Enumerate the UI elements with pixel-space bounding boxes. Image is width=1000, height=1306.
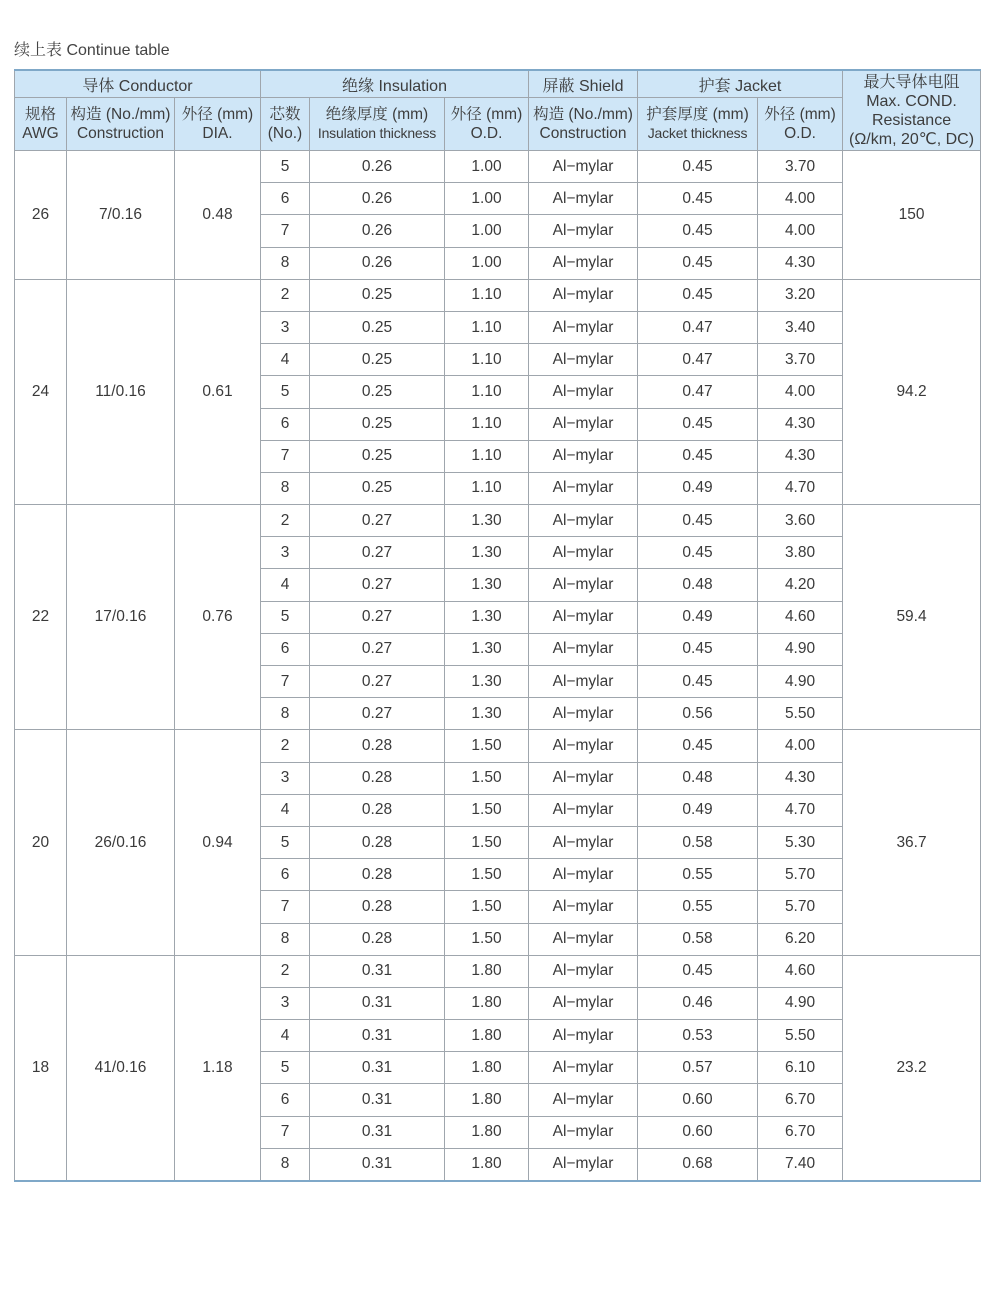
jacket-thickness-cell: 0.45 xyxy=(638,215,758,247)
insulation-thickness-cell: 0.27 xyxy=(310,505,445,537)
jacket-od-cell: 3.80 xyxy=(758,537,843,569)
col-cores xyxy=(261,98,310,151)
insulation-thickness-cell: 0.26 xyxy=(310,247,445,279)
insulation-thickness-cell: 0.27 xyxy=(310,666,445,698)
insulation-od-cell: 1.50 xyxy=(445,923,529,955)
awg-cell: 24 xyxy=(15,279,67,504)
cores-cell: 3 xyxy=(261,537,310,569)
cores-cell: 2 xyxy=(261,955,310,987)
cores-cell: 8 xyxy=(261,1148,310,1181)
jacket-thickness-cell: 0.48 xyxy=(638,762,758,794)
table-row xyxy=(15,505,981,537)
jacket-od-cell: 5.70 xyxy=(758,891,843,923)
conductor-dia-cell: 0.94 xyxy=(175,730,261,955)
jacket-thickness-cell: 0.45 xyxy=(638,183,758,215)
cores-cell: 5 xyxy=(261,151,310,183)
col-label-en: AWG xyxy=(22,125,59,142)
insulation-thickness-cell: 0.27 xyxy=(310,633,445,665)
cores-cell: 4 xyxy=(261,344,310,376)
insulation-od-cell: 1.10 xyxy=(445,311,529,343)
jacket-thickness-cell: 0.45 xyxy=(638,279,758,311)
jacket-od-cell: 5.30 xyxy=(758,826,843,858)
conductor-construction-cell: 17/0.16 xyxy=(67,505,175,730)
insulation-od-cell: 1.30 xyxy=(445,505,529,537)
insulation-thickness-cell: 0.31 xyxy=(310,987,445,1019)
insulation-od-cell: 1.50 xyxy=(445,794,529,826)
col-insulation-od xyxy=(445,98,529,151)
insulation-od-cell: 1.00 xyxy=(445,183,529,215)
insulation-od-cell: 1.80 xyxy=(445,1116,529,1148)
shield-construction-cell: Al−mylar xyxy=(529,666,638,698)
insulation-thickness-cell: 0.25 xyxy=(310,344,445,376)
jacket-od-cell: 4.70 xyxy=(758,472,843,504)
cores-cell: 7 xyxy=(261,1116,310,1148)
shield-construction-cell: Al−mylar xyxy=(529,762,638,794)
insulation-od-cell: 1.30 xyxy=(445,537,529,569)
insulation-od-cell: 1.00 xyxy=(445,215,529,247)
shield-construction-cell: Al−mylar xyxy=(529,505,638,537)
header-group-row xyxy=(15,70,981,98)
jacket-thickness-cell: 0.45 xyxy=(638,151,758,183)
conductor-construction-cell: 11/0.16 xyxy=(67,279,175,504)
insulation-thickness-cell: 0.27 xyxy=(310,569,445,601)
jacket-thickness-cell: 0.57 xyxy=(638,1052,758,1084)
conductor-construction-cell: 7/0.16 xyxy=(67,151,175,280)
jacket-od-cell: 4.30 xyxy=(758,762,843,794)
cores-cell: 4 xyxy=(261,569,310,601)
jacket-od-cell: 4.00 xyxy=(758,215,843,247)
jacket-od-cell: 4.00 xyxy=(758,376,843,408)
col-label-cn: 构造 (No./mm) xyxy=(533,106,633,123)
shield-construction-cell: Al−mylar xyxy=(529,440,638,472)
insulation-thickness-cell: 0.28 xyxy=(310,891,445,923)
conductor-dia-cell: 0.76 xyxy=(175,505,261,730)
insulation-od-cell: 1.10 xyxy=(445,440,529,472)
cores-cell: 6 xyxy=(261,183,310,215)
resistance-cell: 23.2 xyxy=(843,955,981,1181)
insulation-od-cell: 1.50 xyxy=(445,730,529,762)
insulation-thickness-cell: 0.28 xyxy=(310,794,445,826)
shield-construction-cell: Al−mylar xyxy=(529,472,638,504)
cores-cell: 2 xyxy=(261,730,310,762)
insulation-thickness-cell: 0.31 xyxy=(310,955,445,987)
awg-cell: 22 xyxy=(15,505,67,730)
awg-cell: 18 xyxy=(15,955,67,1181)
jacket-thickness-cell: 0.60 xyxy=(638,1084,758,1116)
shield-construction-cell: Al−mylar xyxy=(529,1084,638,1116)
shield-construction-cell: Al−mylar xyxy=(529,1116,638,1148)
jacket-od-cell: 5.50 xyxy=(758,698,843,730)
insulation-od-cell: 1.50 xyxy=(445,891,529,923)
jacket-thickness-cell: 0.56 xyxy=(638,698,758,730)
jacket-thickness-cell: 0.45 xyxy=(638,505,758,537)
cores-cell: 3 xyxy=(261,987,310,1019)
jacket-od-cell: 4.20 xyxy=(758,569,843,601)
jacket-thickness-cell: 0.55 xyxy=(638,859,758,891)
jacket-thickness-cell: 0.55 xyxy=(638,891,758,923)
insulation-od-cell: 1.80 xyxy=(445,1148,529,1181)
jacket-od-cell: 6.70 xyxy=(758,1084,843,1116)
resistance-cell: 150 xyxy=(843,151,981,280)
shield-construction-cell: Al−mylar xyxy=(529,1020,638,1052)
col-insulation-thickness xyxy=(310,98,445,151)
insulation-thickness-cell: 0.31 xyxy=(310,1020,445,1052)
table-header xyxy=(15,70,981,151)
jacket-thickness-cell: 0.58 xyxy=(638,923,758,955)
shield-construction-cell: Al−mylar xyxy=(529,183,638,215)
cores-cell: 4 xyxy=(261,794,310,826)
col-jacket-thickness xyxy=(638,98,758,151)
table-row xyxy=(15,730,981,762)
header-insulation: 绝缘 Insulation xyxy=(261,70,529,98)
jacket-od-cell: 5.50 xyxy=(758,1020,843,1052)
shield-construction-cell: Al−mylar xyxy=(529,279,638,311)
insulation-od-cell: 1.00 xyxy=(445,247,529,279)
shield-construction-cell: Al−mylar xyxy=(529,730,638,762)
shield-construction-cell: Al−mylar xyxy=(529,344,638,376)
awg-cell: 26 xyxy=(15,151,67,280)
cores-cell: 4 xyxy=(261,1020,310,1052)
conductor-dia-cell: 0.61 xyxy=(175,279,261,504)
col-label-cn: 护套厚度 (mm) xyxy=(646,106,749,123)
insulation-od-cell: 1.80 xyxy=(445,987,529,1019)
jacket-od-cell: 3.60 xyxy=(758,505,843,537)
cores-cell: 6 xyxy=(261,408,310,440)
col-label-cn: 构造 (No./mm) xyxy=(70,106,171,123)
insulation-thickness-cell: 0.25 xyxy=(310,376,445,408)
insulation-thickness-cell: 0.27 xyxy=(310,698,445,730)
shield-construction-cell: Al−mylar xyxy=(529,698,638,730)
jacket-od-cell: 6.20 xyxy=(758,923,843,955)
insulation-od-cell: 1.10 xyxy=(445,472,529,504)
insulation-od-cell: 1.50 xyxy=(445,859,529,891)
jacket-od-cell: 3.70 xyxy=(758,344,843,376)
insulation-thickness-cell: 0.27 xyxy=(310,537,445,569)
cores-cell: 6 xyxy=(261,633,310,665)
shield-construction-cell: Al−mylar xyxy=(529,408,638,440)
insulation-thickness-cell: 0.26 xyxy=(310,183,445,215)
cores-cell: 5 xyxy=(261,826,310,858)
shield-construction-cell: Al−mylar xyxy=(529,215,638,247)
insulation-od-cell: 1.30 xyxy=(445,601,529,633)
jacket-od-cell: 4.30 xyxy=(758,247,843,279)
jacket-od-cell: 4.30 xyxy=(758,440,843,472)
col-label-en: Insulation thickness xyxy=(317,125,437,141)
insulation-thickness-cell: 0.26 xyxy=(310,215,445,247)
shield-construction-cell: Al−mylar xyxy=(529,247,638,279)
jacket-thickness-cell: 0.45 xyxy=(638,247,758,279)
col-label-cn: 绝缘厚度 (mm) xyxy=(325,106,429,123)
cores-cell: 5 xyxy=(261,601,310,633)
cores-cell: 8 xyxy=(261,698,310,730)
shield-construction-cell: Al−mylar xyxy=(529,794,638,826)
insulation-thickness-cell: 0.25 xyxy=(310,472,445,504)
jacket-thickness-cell: 0.47 xyxy=(638,311,758,343)
insulation-od-cell: 1.30 xyxy=(445,569,529,601)
shield-construction-cell: Al−mylar xyxy=(529,601,638,633)
insulation-od-cell: 1.10 xyxy=(445,344,529,376)
jacket-thickness-cell: 0.45 xyxy=(638,440,758,472)
col-label-cn: 外径 (mm) xyxy=(181,106,254,123)
jacket-od-cell: 4.90 xyxy=(758,666,843,698)
jacket-od-cell: 4.00 xyxy=(758,730,843,762)
table-row xyxy=(15,151,981,183)
insulation-od-cell: 1.50 xyxy=(445,826,529,858)
col-label-en: O.D. xyxy=(470,125,503,142)
jacket-od-cell: 4.30 xyxy=(758,408,843,440)
shield-construction-cell: Al−mylar xyxy=(529,891,638,923)
jacket-od-cell: 6.10 xyxy=(758,1052,843,1084)
cores-cell: 3 xyxy=(261,762,310,794)
shield-construction-cell: Al−mylar xyxy=(529,569,638,601)
col-label-en: Construction xyxy=(539,125,627,142)
jacket-od-cell: 4.90 xyxy=(758,633,843,665)
cores-cell: 6 xyxy=(261,859,310,891)
jacket-thickness-cell: 0.45 xyxy=(638,408,758,440)
jacket-od-cell: 4.60 xyxy=(758,601,843,633)
insulation-od-cell: 1.80 xyxy=(445,955,529,987)
jacket-thickness-cell: 0.47 xyxy=(638,376,758,408)
col-label-en: Jacket thickness xyxy=(647,125,748,141)
col-label-en: (No.) xyxy=(267,125,303,142)
insulation-thickness-cell: 0.25 xyxy=(310,311,445,343)
cores-cell: 2 xyxy=(261,279,310,311)
insulation-od-cell: 1.10 xyxy=(445,408,529,440)
col-label-cn: 规格 xyxy=(24,106,56,123)
insulation-thickness-cell: 0.28 xyxy=(310,923,445,955)
table-row xyxy=(15,955,981,987)
col-label-cn: 外径 (mm) xyxy=(764,106,836,123)
awg-cell: 20 xyxy=(15,730,67,955)
header-jacket: 护套 Jacket xyxy=(638,70,843,98)
resistance-cell: 36.7 xyxy=(843,730,981,955)
conductor-dia-cell: 1.18 xyxy=(175,955,261,1181)
cores-cell: 7 xyxy=(261,215,310,247)
insulation-thickness-cell: 0.31 xyxy=(310,1052,445,1084)
insulation-thickness-cell: 0.28 xyxy=(310,730,445,762)
cores-cell: 5 xyxy=(261,376,310,408)
insulation-thickness-cell: 0.25 xyxy=(310,279,445,311)
col-label-cn: 外径 (mm) xyxy=(450,106,523,123)
col-conductor-construction xyxy=(67,98,175,151)
header-column-row xyxy=(15,98,981,151)
jacket-od-cell: 3.20 xyxy=(758,279,843,311)
jacket-thickness-cell: 0.45 xyxy=(638,666,758,698)
jacket-thickness-cell: 0.49 xyxy=(638,472,758,504)
shield-construction-cell: Al−mylar xyxy=(529,1148,638,1181)
jacket-od-cell: 4.60 xyxy=(758,955,843,987)
header-resistance-line: 最大导体电阻 xyxy=(863,73,960,91)
cores-cell: 7 xyxy=(261,666,310,698)
spec-table xyxy=(14,69,981,1182)
col-conductor-dia xyxy=(175,98,261,151)
header-resistance xyxy=(843,70,981,151)
insulation-od-cell: 1.30 xyxy=(445,666,529,698)
cores-cell: 3 xyxy=(261,311,310,343)
cores-cell: 7 xyxy=(261,891,310,923)
insulation-od-cell: 1.80 xyxy=(445,1084,529,1116)
shield-construction-cell: Al−mylar xyxy=(529,859,638,891)
insulation-od-cell: 1.10 xyxy=(445,376,529,408)
cores-cell: 6 xyxy=(261,1084,310,1116)
insulation-thickness-cell: 0.31 xyxy=(310,1148,445,1181)
table-row xyxy=(15,279,981,311)
jacket-od-cell: 5.70 xyxy=(758,859,843,891)
shield-construction-cell: Al−mylar xyxy=(529,633,638,665)
insulation-od-cell: 1.00 xyxy=(445,151,529,183)
cores-cell: 8 xyxy=(261,472,310,504)
jacket-od-cell: 3.70 xyxy=(758,151,843,183)
jacket-od-cell: 7.40 xyxy=(758,1148,843,1181)
col-label-cn: 芯数 xyxy=(269,106,301,123)
col-jacket-od xyxy=(758,98,843,151)
insulation-od-cell: 1.80 xyxy=(445,1020,529,1052)
conductor-construction-cell: 41/0.16 xyxy=(67,955,175,1181)
shield-construction-cell: Al−mylar xyxy=(529,376,638,408)
shield-construction-cell: Al−mylar xyxy=(529,923,638,955)
insulation-thickness-cell: 0.28 xyxy=(310,826,445,858)
insulation-thickness-cell: 0.31 xyxy=(310,1116,445,1148)
col-shield-construction xyxy=(529,98,638,151)
col-label-en: DIA. xyxy=(202,125,233,142)
jacket-od-cell: 4.00 xyxy=(758,183,843,215)
jacket-od-cell: 4.70 xyxy=(758,794,843,826)
shield-construction-cell: Al−mylar xyxy=(529,1052,638,1084)
jacket-thickness-cell: 0.68 xyxy=(638,1148,758,1181)
header-shield: 屏蔽 Shield xyxy=(529,70,638,98)
jacket-od-cell: 3.40 xyxy=(758,311,843,343)
resistance-cell: 94.2 xyxy=(843,279,981,504)
insulation-thickness-cell: 0.28 xyxy=(310,859,445,891)
cores-cell: 7 xyxy=(261,440,310,472)
header-conductor: 导体 Conductor xyxy=(15,70,261,98)
insulation-od-cell: 1.50 xyxy=(445,762,529,794)
jacket-thickness-cell: 0.49 xyxy=(638,601,758,633)
cores-cell: 8 xyxy=(261,247,310,279)
conductor-dia-cell: 0.48 xyxy=(175,151,261,280)
cores-cell: 5 xyxy=(261,1052,310,1084)
table-body xyxy=(15,151,981,1182)
jacket-thickness-cell: 0.48 xyxy=(638,569,758,601)
cores-cell: 2 xyxy=(261,505,310,537)
shield-construction-cell: Al−mylar xyxy=(529,537,638,569)
jacket-thickness-cell: 0.45 xyxy=(638,537,758,569)
jacket-thickness-cell: 0.58 xyxy=(638,826,758,858)
insulation-thickness-cell: 0.25 xyxy=(310,408,445,440)
insulation-thickness-cell: 0.31 xyxy=(310,1084,445,1116)
shield-construction-cell: Al−mylar xyxy=(529,311,638,343)
insulation-od-cell: 1.30 xyxy=(445,633,529,665)
insulation-thickness-cell: 0.27 xyxy=(310,601,445,633)
jacket-thickness-cell: 0.45 xyxy=(638,730,758,762)
shield-construction-cell: Al−mylar xyxy=(529,955,638,987)
insulation-od-cell: 1.30 xyxy=(445,698,529,730)
jacket-thickness-cell: 0.47 xyxy=(638,344,758,376)
shield-construction-cell: Al−mylar xyxy=(529,987,638,1019)
col-label-en: O.D. xyxy=(784,125,816,142)
header-resistance-line: Resistance xyxy=(871,111,952,129)
jacket-thickness-cell: 0.60 xyxy=(638,1116,758,1148)
header-resistance-line: Max. COND. xyxy=(866,92,957,110)
jacket-thickness-cell: 0.45 xyxy=(638,633,758,665)
insulation-thickness-cell: 0.25 xyxy=(310,440,445,472)
conductor-construction-cell: 26/0.16 xyxy=(67,730,175,955)
shield-construction-cell: Al−mylar xyxy=(529,826,638,858)
jacket-thickness-cell: 0.53 xyxy=(638,1020,758,1052)
insulation-od-cell: 1.10 xyxy=(445,279,529,311)
jacket-thickness-cell: 0.46 xyxy=(638,987,758,1019)
jacket-od-cell: 6.70 xyxy=(758,1116,843,1148)
insulation-thickness-cell: 0.26 xyxy=(310,151,445,183)
header-resistance-line: (Ω/km, 20℃, DC) xyxy=(849,130,975,148)
insulation-od-cell: 1.80 xyxy=(445,1052,529,1084)
col-awg xyxy=(15,98,67,151)
table-caption: 续上表 Continue table xyxy=(14,42,170,59)
jacket-thickness-cell: 0.49 xyxy=(638,794,758,826)
resistance-cell: 59.4 xyxy=(843,505,981,730)
col-label-en: Construction xyxy=(76,125,164,142)
insulation-thickness-cell: 0.28 xyxy=(310,762,445,794)
shield-construction-cell: Al−mylar xyxy=(529,151,638,183)
jacket-thickness-cell: 0.45 xyxy=(638,955,758,987)
jacket-od-cell: 4.90 xyxy=(758,987,843,1019)
cores-cell: 8 xyxy=(261,923,310,955)
